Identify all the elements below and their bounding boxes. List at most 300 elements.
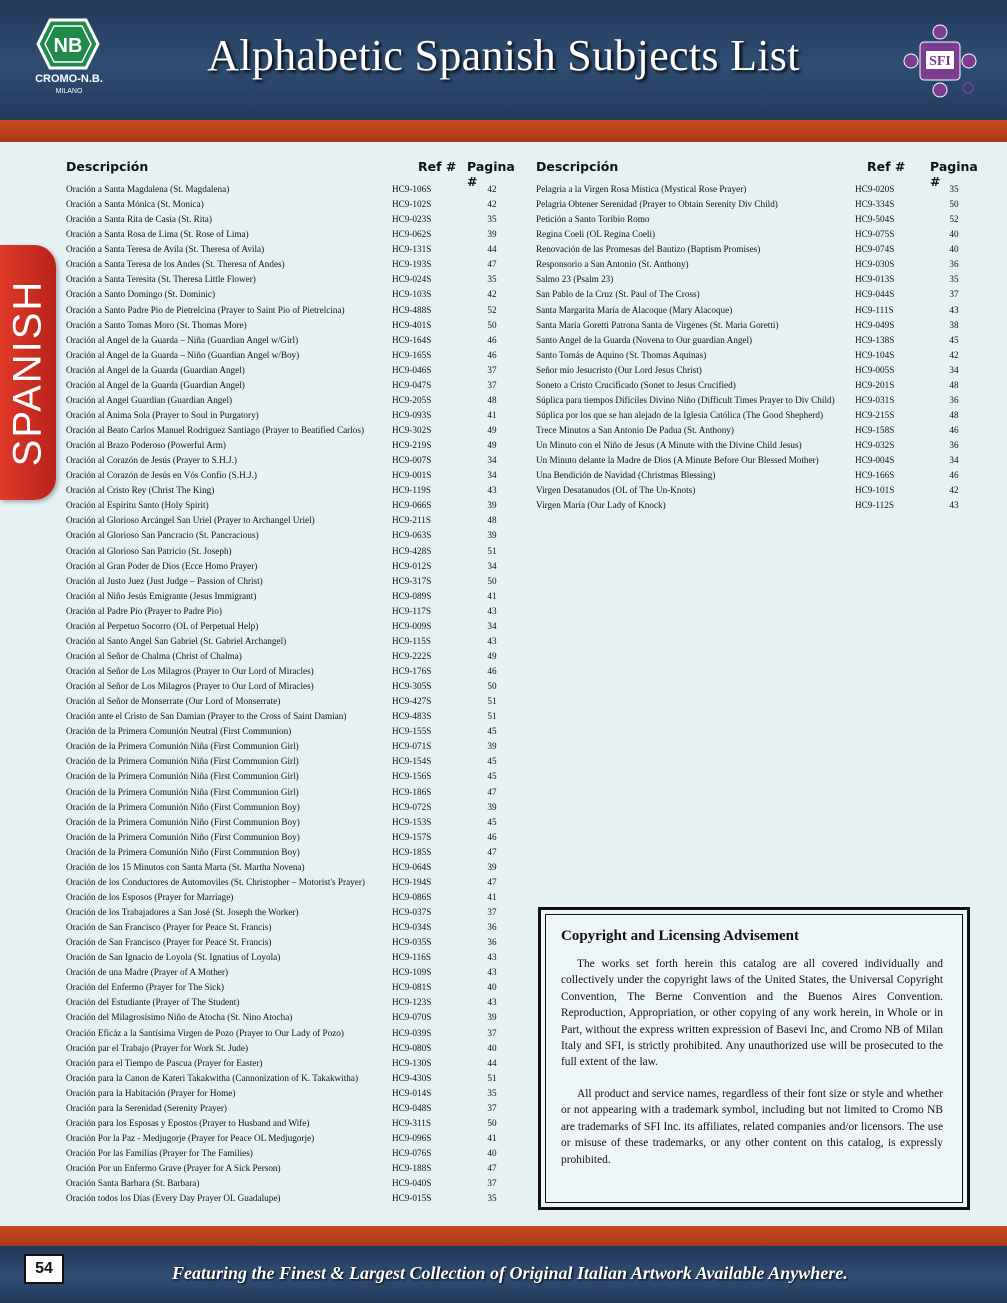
row-ref-number: HC9-164S xyxy=(392,334,432,345)
row-page-number: 52 xyxy=(949,214,959,225)
row-ref-number: HC9-311S xyxy=(392,1117,431,1128)
row-description: Oración al Glorioso San Pancracio (St. Pancracious) xyxy=(66,530,259,541)
table-row xyxy=(66,257,518,272)
row-page-number: 34 xyxy=(949,455,959,466)
table-row xyxy=(66,875,518,890)
row-ref-number: HC9-009S xyxy=(392,620,432,631)
row-page-number: 52 xyxy=(487,304,497,315)
row-page-number: 35 xyxy=(487,1193,497,1204)
row-page-number: 51 xyxy=(487,1072,497,1083)
table-row xyxy=(66,227,518,242)
row-ref-number: HC9-086S xyxy=(392,891,432,902)
row-page-number: 42 xyxy=(949,485,959,496)
logo-brand-text: CROMO-N.B. xyxy=(35,73,103,85)
table-row xyxy=(536,257,980,272)
row-page-number: 41 xyxy=(487,1132,497,1143)
row-ref-number: HC9-427S xyxy=(392,696,432,707)
row-page-number: 37 xyxy=(949,289,959,300)
sfi-logo xyxy=(902,22,982,102)
row-ref-number: HC9-222S xyxy=(392,650,432,661)
row-description: Oración al Niño Jesús Emigrante (Jesus Immigrant) xyxy=(66,590,257,601)
row-description: Oración de los 15 Minutos con Santa Marta (St. Martha Novena) xyxy=(66,861,305,872)
row-page-number: 43 xyxy=(487,952,497,963)
row-description: Oración a Santa Magdalena (St. Magdalena) xyxy=(66,184,230,194)
copyright-paragraph: The works set forth herein this catalog are all covered individually and collectively under the copyright laws of the United States, the Universal Copyright Convention, The Berne Convention and the Buenos Aires Convention. Reproduction, Appropriation, or other copying of any work herein, in Whole or in Part, without the express written expression of Basevi Inc, and Cromo NB of Milan Italy and SFI, is strictly prohibited. Any unauthorized use will be prosecuted to the full extent of the law. xyxy=(561,958,943,1069)
row-page-number: 47 xyxy=(487,786,497,797)
row-description: Oración Santa Barbara (St. Barbara) xyxy=(66,1178,200,1189)
table-row xyxy=(536,408,980,423)
row-ref-number: HC9-024S xyxy=(392,274,432,285)
row-page-number: 43 xyxy=(487,605,497,616)
row-page-number: 48 xyxy=(487,394,497,405)
row-page-number: 35 xyxy=(487,214,497,225)
row-description: Oración de la Primera Comunión Niña (First Communion Girl) xyxy=(66,741,299,752)
row-page-number: 35 xyxy=(949,274,959,285)
table-row xyxy=(66,1056,518,1071)
row-description: Oración a Santa Rita de Casia (St. Rita) xyxy=(66,214,212,225)
table-row xyxy=(536,227,980,242)
row-page-number: 43 xyxy=(487,635,497,646)
row-ref-number: HC9-194S xyxy=(392,876,432,887)
row-description: Oración a Santo Domingo (St. Dominic) xyxy=(66,289,216,300)
table-row xyxy=(66,1086,518,1101)
table-row xyxy=(66,1131,518,1146)
row-page-number: 35 xyxy=(949,184,959,194)
row-ref-number: HC9-130S xyxy=(392,1057,432,1068)
row-page-number: 45 xyxy=(487,771,497,782)
table-row xyxy=(66,694,518,709)
row-page-number: 39 xyxy=(487,229,497,240)
row-ref-number: HC9-112S xyxy=(855,500,894,511)
row-description: Oración a Santa Rosa de Lima (St. Rose of Lima) xyxy=(66,229,249,240)
row-ref-number: HC9-317S xyxy=(392,575,432,586)
row-page-number: 34 xyxy=(949,364,959,375)
row-description: Trece Minutos a San Antonio De Padua (St. Anthony) xyxy=(536,425,734,435)
row-page-number: 45 xyxy=(487,816,497,827)
trademark-paragraph: All product and service names, regardless of their font size or style and whether or not appearing with a trademark symbol, including but not limited to Cromo NB are trademarks of SFI Inc. its affiliates, related companies and/or licensors. The use or misuse of these trademarks, or any other content on this catalog, is expressly prohibited. xyxy=(561,1088,943,1166)
row-page-number: 35 xyxy=(487,274,497,285)
ref-header: Ref # xyxy=(418,159,457,174)
row-page-number: 47 xyxy=(487,846,497,857)
row-ref-number: HC9-081S xyxy=(392,982,432,993)
row-description: Oración al Glorioso San Patricio (St. Joseph) xyxy=(66,545,232,556)
table-row xyxy=(66,664,518,679)
row-description: Oración de la Primera Comunión Niña (First Communion Girl) xyxy=(66,771,299,782)
table-row xyxy=(66,393,518,408)
table-row xyxy=(536,287,980,302)
row-ref-number: HC9-155S xyxy=(392,726,432,737)
row-page-number: 39 xyxy=(487,1012,497,1023)
row-description: Oración al Angel de la Guarda (Guardian Angel) xyxy=(66,379,245,390)
row-ref-number: HC9-062S xyxy=(392,229,432,240)
row-page-number: 37 xyxy=(487,907,497,917)
row-page-number: 39 xyxy=(487,530,497,541)
row-page-number: 43 xyxy=(487,997,497,1008)
row-ref-number: HC9-080S xyxy=(392,1042,432,1053)
row-description: Pelagria a la Virgen Rosa Mística (Mystical Rose Prayer) xyxy=(536,184,747,194)
row-ref-number: HC9-044S xyxy=(855,289,895,300)
row-ref-number: HC9-075S xyxy=(855,229,895,240)
row-ref-number: HC9-305S xyxy=(392,681,432,692)
table-row xyxy=(66,498,518,513)
table-row xyxy=(66,800,518,815)
row-page-number: 49 xyxy=(487,440,497,451)
row-page-number: 34 xyxy=(487,455,497,466)
table-row xyxy=(66,287,518,302)
row-ref-number: HC9-186S xyxy=(392,786,432,797)
row-description: Una Bendición de Navidad (Christmas Blessing) xyxy=(536,470,716,481)
table-row xyxy=(66,378,518,393)
table-row xyxy=(66,1191,518,1206)
table-row xyxy=(66,709,518,724)
table-row xyxy=(66,318,518,333)
table-row xyxy=(66,1101,518,1116)
table-row xyxy=(66,468,518,483)
table-row xyxy=(66,890,518,905)
row-ref-number: HC9-157S xyxy=(392,831,432,842)
table-row xyxy=(66,754,518,769)
row-description: Oración al Padre Pío (Prayer to Padre Pio) xyxy=(66,605,222,616)
table-row xyxy=(66,559,518,574)
header-accent-stripe xyxy=(0,120,1007,142)
row-page-number: 40 xyxy=(949,244,959,255)
row-description: Oración al Señor de Los Milagros (Prayer to Our Lord of Miracles) xyxy=(66,681,314,692)
row-page-number: 46 xyxy=(949,470,959,481)
row-ref-number: HC9-004S xyxy=(855,455,895,466)
row-description: Pelagria Obtener Serenidad (Prayer to Obtain Serenity Div Child) xyxy=(536,199,778,210)
footer-tagline: Featuring the Finest & Largest Collection of Original Italian Artwork Available Anywhere. xyxy=(172,1263,848,1283)
row-ref-number: HC9-014S xyxy=(392,1087,432,1098)
row-page-number: 48 xyxy=(949,379,959,390)
table-row xyxy=(66,1026,518,1041)
row-description: Oración al Perpetuo Socorro (OL of Perpetual Help) xyxy=(66,620,259,631)
row-description: Oración para los Esposas y Epostos (Prayer to Husband and Wife) xyxy=(66,1117,310,1128)
row-description: Un Minuto delante la Madre de Dios (A Minute Before Our Blessed Mother) xyxy=(536,455,819,466)
row-ref-number: HC9-071S xyxy=(392,741,432,752)
table-row xyxy=(536,197,980,212)
row-page-number: 36 xyxy=(949,440,959,451)
row-ref-number: HC9-109S xyxy=(392,967,432,978)
row-ref-number: HC9-046S xyxy=(392,364,432,375)
row-description: Oración a Santo Padre Pio de Pietrelcina (Prayer to Saint Pio of Pietrelcina) xyxy=(66,304,345,315)
row-page-number: 51 xyxy=(487,711,497,722)
row-page-number: 37 xyxy=(487,1027,497,1038)
row-description: Oración a Santa Teresa de los Andes (St. Theresa of Andes) xyxy=(66,259,285,270)
row-page-number: 45 xyxy=(949,334,959,345)
table-row xyxy=(66,634,518,649)
subjects-table-left xyxy=(66,157,518,1204)
table-row xyxy=(536,423,980,438)
row-description: Petición a Santo Toribio Romo xyxy=(536,214,650,225)
copyright-notice-box xyxy=(538,907,970,1210)
row-page-number: 49 xyxy=(487,650,497,661)
table-row xyxy=(66,197,518,212)
row-page-number: 42 xyxy=(487,184,497,194)
table-row xyxy=(66,1161,518,1176)
row-ref-number: HC9-401S xyxy=(392,319,432,330)
row-ref-number: HC9-165S xyxy=(392,349,432,360)
row-description: Oración a Santa Mónica (St. Monica) xyxy=(66,199,204,210)
row-page-number: 37 xyxy=(487,379,497,390)
row-description: Oración al Señor de Chalma (Christ of Chalma) xyxy=(66,650,242,661)
row-page-number: 39 xyxy=(487,801,497,812)
row-description: Oración de una Madre (Prayer of A Mother) xyxy=(66,967,229,978)
row-ref-number: HC9-005S xyxy=(855,364,895,375)
row-page-number: 44 xyxy=(487,244,497,255)
table-row xyxy=(536,182,980,197)
row-ref-number: HC9-039S xyxy=(392,1027,432,1038)
table-row xyxy=(66,483,518,498)
row-description: Oración del Milagrosísimo Niño de Atocha (St. Nino Atocha) xyxy=(66,1012,293,1023)
row-ref-number: HC9-047S xyxy=(392,379,432,390)
row-page-number: 44 xyxy=(487,1057,497,1068)
row-description: Oración al Gran Poder de Dios (Ecce Homo Prayer) xyxy=(66,560,258,571)
table-row xyxy=(66,438,518,453)
row-ref-number: HC9-193S xyxy=(392,259,432,270)
row-ref-number: HC9-072S xyxy=(392,801,432,812)
table-row xyxy=(66,212,518,227)
table-row xyxy=(66,423,518,438)
row-ref-number: HC9-123S xyxy=(392,997,432,1008)
table-row xyxy=(536,393,980,408)
row-page-number: 40 xyxy=(487,982,497,993)
page-number: 54 xyxy=(24,1254,64,1284)
row-ref-number: HC9-205S xyxy=(392,394,432,405)
row-description: Oración al Angel de la Guarda – Niño (Guardian Angel w/Boy) xyxy=(66,349,300,360)
row-ref-number: HC9-093S xyxy=(392,409,432,420)
row-ref-number: HC9-070S xyxy=(392,1012,432,1023)
nb-mark: NB xyxy=(53,35,83,57)
row-page-number: 47 xyxy=(487,876,497,887)
row-page-number: 50 xyxy=(949,199,959,210)
table-row xyxy=(66,950,518,965)
table-row xyxy=(536,468,980,483)
row-ref-number: HC9-215S xyxy=(855,409,895,420)
row-page-number: 46 xyxy=(487,334,497,345)
row-description: Oración de la Primera Comunión Niño (First Communion Boy) xyxy=(66,816,300,827)
row-description: Oración al Angel de la Guarda – Niña (Guardian Angel w/Girl) xyxy=(66,334,299,345)
table-row xyxy=(66,619,518,634)
row-page-number: 39 xyxy=(487,741,497,752)
row-description: Oración de la Primera Comunión Niña (First Communion Girl) xyxy=(66,786,299,797)
row-description: San Pablo de la Cruz (St. Paul of The Cross) xyxy=(536,289,700,300)
row-ref-number: HC9-131S xyxy=(392,244,432,255)
row-page-number: 49 xyxy=(487,425,497,435)
row-ref-number: HC9-219S xyxy=(392,440,432,451)
table-row xyxy=(66,333,518,348)
table-row xyxy=(536,453,980,468)
row-description: Oración al Angel de la Guarda (Guardian Angel) xyxy=(66,364,245,375)
row-page-number: 46 xyxy=(487,349,497,360)
row-page-number: 37 xyxy=(487,1102,497,1113)
row-description: Oración al Señor de Los Milagros (Prayer to Our Lord of Miracles) xyxy=(66,666,314,676)
row-description: Oración al Anima Sola (Prayer to Soul in Purgatory) xyxy=(66,409,259,420)
table-row xyxy=(66,739,518,754)
row-page-number: 43 xyxy=(949,304,959,315)
table-row xyxy=(536,242,980,257)
row-ref-number: HC9-035S xyxy=(392,937,432,948)
row-page-number: 43 xyxy=(949,500,959,511)
row-page-number: 36 xyxy=(949,394,959,405)
table-row xyxy=(66,860,518,875)
table-row xyxy=(66,363,518,378)
row-description: Oración a Santa Teresita (St. Theresa Little Flower) xyxy=(66,274,256,285)
table-row xyxy=(66,1041,518,1056)
row-page-number: 42 xyxy=(487,289,497,300)
row-description: Oración al Santo Angel San Gabriel (St. Gabriel Archangel) xyxy=(66,635,287,646)
row-description: Virgen Desatanudos (OL of The Un-Knots) xyxy=(536,485,696,496)
row-page-number: 34 xyxy=(487,470,497,481)
table-row xyxy=(66,1071,518,1086)
table-row xyxy=(66,604,518,619)
table-row xyxy=(66,1146,518,1161)
row-description: Oración para la Canon de Kateri Takakwitha (Cannonization of K. Takakwitha) xyxy=(66,1072,359,1083)
row-ref-number: HC9-096S xyxy=(392,1132,432,1143)
table-row xyxy=(536,378,980,393)
table-row xyxy=(66,348,518,363)
row-ref-number: HC9-334S xyxy=(855,199,895,210)
row-page-number: 51 xyxy=(487,545,497,556)
table-row xyxy=(66,303,518,318)
row-description: Oración a Santa Teresa de Avila (St. Theresa of Avila) xyxy=(66,244,265,255)
row-ref-number: HC9-074S xyxy=(855,244,895,255)
row-ref-number: HC9-030S xyxy=(855,259,895,270)
table-row xyxy=(66,769,518,784)
row-description: Súplica para tiempos Difíciles Divino Niño (Difficult Times Prayer to Div Child) xyxy=(536,394,835,405)
row-ref-number: HC9-066S xyxy=(392,500,432,511)
row-ref-number: HC9-101S xyxy=(855,485,895,496)
row-description: Oración Por la Paz - Medjugorje (Prayer for Peace OL Medjugorje) xyxy=(66,1132,315,1143)
row-description: Oración al Espíritu Santo (Holy Spirit) xyxy=(66,500,209,511)
row-page-number: 42 xyxy=(949,349,959,360)
row-description: Oración de la Primera Comunión Niño (First Communion Boy) xyxy=(66,801,300,812)
row-ref-number: HC9-013S xyxy=(855,274,895,285)
row-page-number: 47 xyxy=(487,259,497,270)
row-description: Oración Por un Enfermo Grave (Prayer for A Sick Person) xyxy=(66,1163,281,1174)
row-ref-number: HC9-211S xyxy=(392,515,431,526)
table-row xyxy=(66,1116,518,1131)
table-row xyxy=(66,995,518,1010)
row-description: Santa Margarita María de Alacoque (Mary Alacoque) xyxy=(536,304,733,315)
page-title: Alphabetic Spanish Subjects List xyxy=(207,31,800,80)
row-ref-number: HC9-012S xyxy=(392,560,432,571)
row-description: Oración de los Conductores de Automoviles (St. Christopher – Motorist's Prayer) xyxy=(66,876,365,887)
row-ref-number: HC9-185S xyxy=(392,846,432,857)
row-ref-number: HC9-483S xyxy=(392,711,432,722)
table-row xyxy=(536,272,980,287)
row-ref-number: HC9-001S xyxy=(392,470,432,481)
row-page-number: 42 xyxy=(487,199,497,210)
row-page-number: 36 xyxy=(487,922,497,933)
row-page-number: 37 xyxy=(487,364,497,375)
row-ref-number: HC9-103S xyxy=(392,289,432,300)
table-row xyxy=(66,905,518,920)
row-page-number: 43 xyxy=(487,485,497,496)
row-description: Oración del Enfermo (Prayer for The Sick) xyxy=(66,982,224,993)
table-row xyxy=(536,303,980,318)
row-ref-number: HC9-020S xyxy=(855,184,895,194)
row-ref-number: HC9-201S xyxy=(855,379,895,390)
row-description: Oración todos los Días (Every Day Prayer OL Guadalupe) xyxy=(66,1193,281,1204)
row-page-number: 46 xyxy=(949,425,959,435)
table-row xyxy=(536,438,980,453)
row-ref-number: HC9-119S xyxy=(392,485,431,496)
row-ref-number: HC9-037S xyxy=(392,907,432,917)
row-ref-number: HC9-154S xyxy=(392,756,432,767)
row-description: Oración de la Primera Comunión Niño (First Communion Boy) xyxy=(66,846,300,857)
table-row xyxy=(66,785,518,800)
row-description: Oración al Brazo Poderoso (Powerful Arm) xyxy=(66,440,226,451)
row-ref-number: HC9-115S xyxy=(392,635,431,646)
row-ref-number: HC9-106S xyxy=(392,184,432,194)
row-page-number: 50 xyxy=(487,681,497,692)
row-page-number: 37 xyxy=(487,1178,497,1189)
row-ref-number: HC9-023S xyxy=(392,214,432,225)
row-description: Oración de la Primera Comunión Niña (First Communion Girl) xyxy=(66,756,299,767)
row-description: Responsorio a San Antonio (St. Anthony) xyxy=(536,259,689,270)
row-description: Regina Coeli (OL Regina Coeli) xyxy=(536,229,656,240)
row-description: Oración par el Trabajo (Prayer for Work St. Jude) xyxy=(66,1042,249,1053)
ref-header: Ref # xyxy=(867,159,906,174)
row-description: Un Minuto con el Niño de Jesus (A Minute with the Divine Child Jesus) xyxy=(536,440,802,451)
copyright-title: Copyright and Licensing Advisement xyxy=(561,928,799,944)
table-row xyxy=(536,363,980,378)
table-row xyxy=(66,528,518,543)
table-row xyxy=(66,965,518,980)
row-description: Oración al Angel Guardian (Guardian Angel) xyxy=(66,394,233,405)
row-description: Oración ante el Cristo de San Damian (Prayer to the Cross of Saint Damian) xyxy=(66,711,347,722)
row-ref-number: HC9-076S xyxy=(392,1148,432,1158)
row-description: Oración al Justo Juez (Just Judge – Passion of Christ) xyxy=(66,575,263,586)
row-page-number: 36 xyxy=(949,259,959,270)
row-description: Oración al Glorioso Arcángel San Uriel (Prayer to Archangel Uriel) xyxy=(66,515,315,526)
row-page-number: 35 xyxy=(487,1087,497,1098)
row-page-number: 41 xyxy=(487,891,497,902)
row-ref-number: HC9-117S xyxy=(392,605,431,616)
table-row xyxy=(66,513,518,528)
cromo-nb-logo xyxy=(24,18,114,98)
table-row xyxy=(66,182,518,197)
row-ref-number: HC9-031S xyxy=(855,394,895,405)
row-description: Oración Por las Familias (Prayer for The Families) xyxy=(66,1148,253,1158)
row-description: Oración para la Serenidad (Serenity Prayer) xyxy=(66,1102,227,1113)
row-description: Salmo 23 (Psalm 23) xyxy=(536,274,614,285)
description-header: Descripción xyxy=(536,159,619,174)
row-description: Súplica por los que se han alejado de la Iglesia Católica (The Good Shepherd) xyxy=(536,409,824,420)
row-ref-number: HC9-064S xyxy=(392,861,432,872)
row-page-number: 50 xyxy=(487,575,497,586)
section-tab-label: SPANISH xyxy=(5,279,50,467)
row-ref-number: HC9-063S xyxy=(392,530,432,541)
table-row xyxy=(66,1176,518,1191)
subjects-table-right xyxy=(536,157,980,511)
row-description: Soneto a Cristo Crucificado (Sonet to Jesus Crucified) xyxy=(536,379,736,390)
row-description: Oración de San Francisco (Prayer for Peace St. Francis) xyxy=(66,937,272,948)
row-description: Oración para la Habitación (Prayer for Home) xyxy=(66,1087,236,1098)
table-body xyxy=(536,182,980,513)
sfi-mark: SFI xyxy=(929,54,951,69)
row-page-number: 43 xyxy=(487,967,497,978)
row-description: Oración de la Primera Comunión Niño (First Communion Boy) xyxy=(66,831,300,842)
table-row xyxy=(66,272,518,287)
row-page-number: 51 xyxy=(487,696,497,707)
description-header: Descripción xyxy=(66,159,149,174)
row-ref-number: HC9-032S xyxy=(855,440,895,451)
table-row xyxy=(66,453,518,468)
row-page-number: 46 xyxy=(487,666,497,676)
row-page-number: 46 xyxy=(487,831,497,842)
row-ref-number: HC9-153S xyxy=(392,816,432,827)
